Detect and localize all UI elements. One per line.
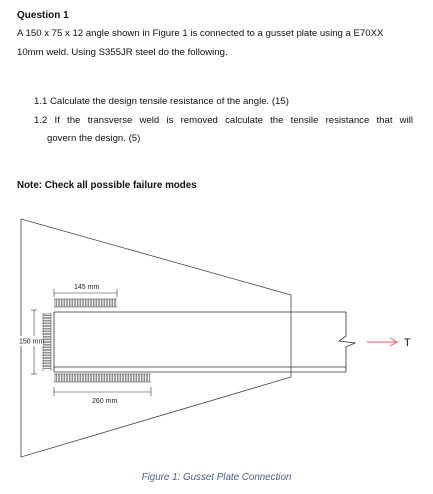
- figure-caption: Figure 1: Gusset Plate Connection: [141, 472, 292, 483]
- dim-left-label: 150 mm: [19, 338, 45, 346]
- dim-bottom-label: 260 mm: [92, 398, 118, 405]
- dim-top-label: 145 mm: [74, 284, 100, 291]
- force-label: T: [404, 337, 411, 349]
- bottom-weld-hatch: [55, 374, 149, 382]
- question-intro-line2: 10mm weld. Using S355JR steel do the following.: [17, 47, 228, 58]
- angle-member: [54, 312, 355, 372]
- question-intro-line1: A 150 x 75 x 12 angle shown in Figure 1 is connected to a gusset plate using a E70XX: [17, 28, 384, 39]
- force-arrow: [367, 338, 397, 346]
- dimension-bottom: [54, 387, 151, 396]
- gusset-plate: [21, 219, 291, 457]
- question-title: Question 1: [17, 10, 69, 21]
- top-weld-hatch: [55, 299, 116, 307]
- note-text: Note: Check all possible failure modes: [17, 180, 197, 191]
- item-1-2-line2: govern the design. (5): [47, 133, 141, 144]
- item-1-2-line1: 1.2 If the transverse weld is removed calculate the tensile resistance that will: [34, 115, 413, 126]
- item-1-1: 1.1 Calculate the design tensile resistance of the angle. (15): [34, 96, 289, 107]
